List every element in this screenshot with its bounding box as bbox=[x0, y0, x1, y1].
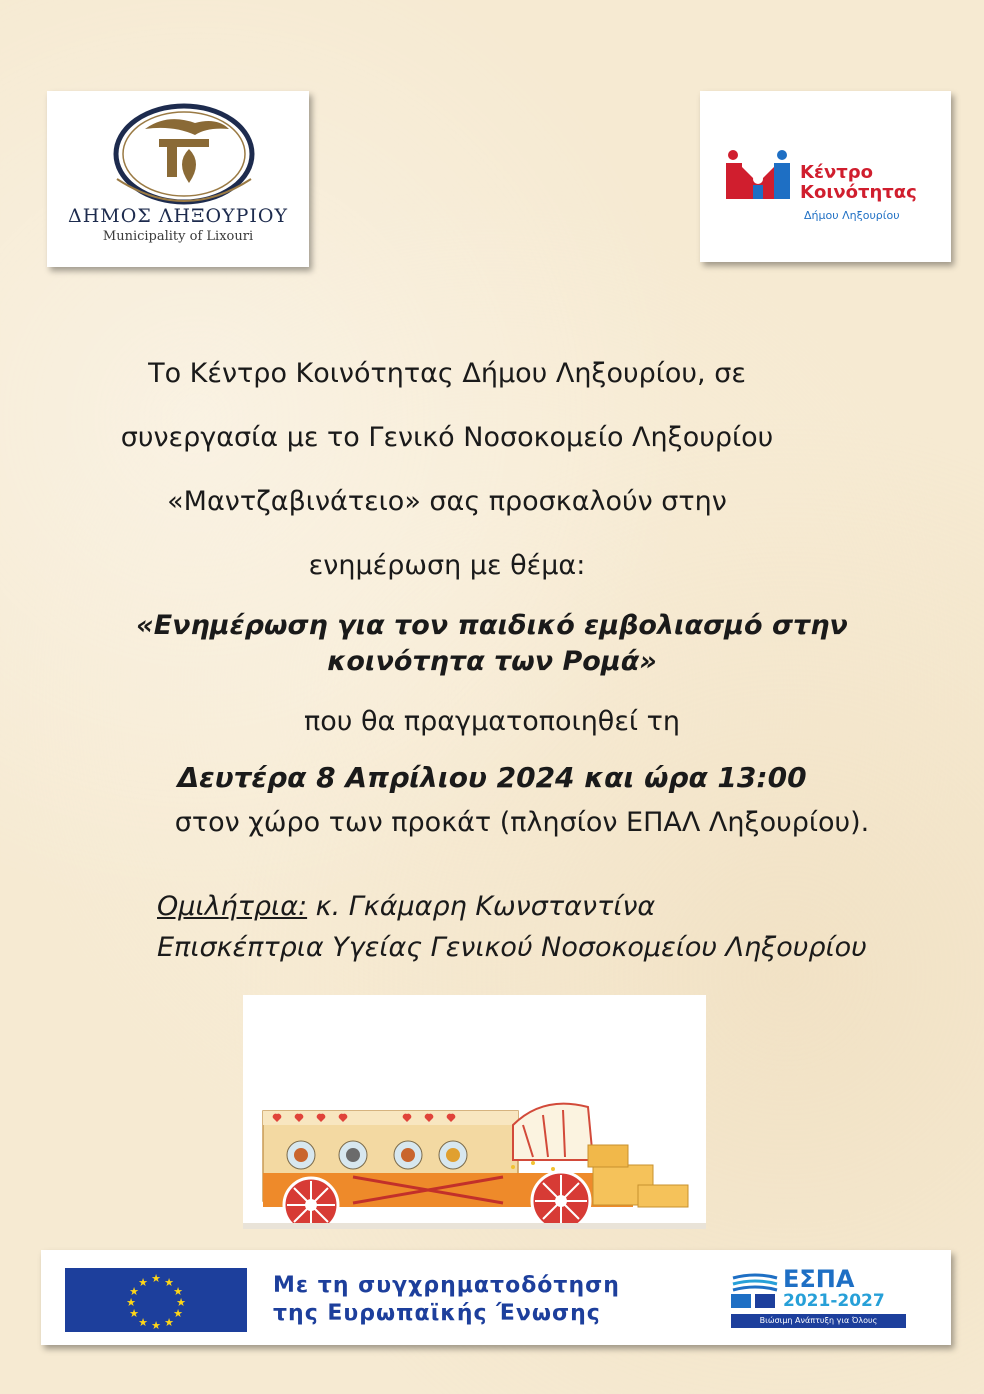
espa-waves-icon bbox=[731, 1272, 779, 1294]
community-center-title-1: Κέντρο bbox=[800, 162, 873, 183]
speaker-role: Επισκέπτρια Υγείας Γενικού Νοσοκομείου Ληξουρίου bbox=[157, 932, 867, 963]
svg-text:★: ★ bbox=[173, 1285, 183, 1298]
speaker-label: Ομιλήτρια: bbox=[157, 891, 308, 922]
svg-text:★: ★ bbox=[151, 1319, 161, 1332]
svg-text:★: ★ bbox=[126, 1296, 136, 1309]
eu-flag-icon bbox=[65, 1268, 247, 1332]
event-location: στον χώρο των προκάτ (πλησίον ΕΠΑΛ Ληξουρίου). bbox=[174, 807, 870, 838]
community-center-subtitle: Δήμου Ληξουρίου bbox=[804, 209, 900, 222]
svg-text:★: ★ bbox=[129, 1285, 139, 1298]
greek-flag-icon bbox=[731, 1294, 751, 1308]
svg-text:★: ★ bbox=[138, 1316, 148, 1329]
svg-text:★: ★ bbox=[138, 1276, 148, 1289]
topic-line-1: «Ενημέρωση για τον παιδικό εμβολιασμό στην bbox=[136, 610, 848, 641]
intro-line-1: Το Κέντρο Κοινότητας Δήμου Ληξουρίου, σε bbox=[148, 358, 746, 389]
espa-title: ΕΣΠΑ bbox=[783, 1265, 855, 1293]
event-date-time: Δευτέρα 8 Απρίλιου 2024 και ώρα 13:00 bbox=[177, 761, 807, 794]
speaker-line bbox=[157, 891, 655, 922]
municipality-logo bbox=[47, 91, 309, 267]
svg-text:★: ★ bbox=[151, 1272, 161, 1285]
svg-text:★: ★ bbox=[164, 1316, 174, 1329]
held-on-text: που θα πραγματοποιηθεί τη bbox=[303, 706, 681, 737]
espa-tagline: Βιώσιμη Ανάπτυξη για Όλους bbox=[731, 1314, 906, 1328]
intro-line-2: συνεργασία με το Γενικό Νοσοκομείο Ληξουρίου bbox=[120, 422, 774, 453]
community-center-logo bbox=[700, 91, 951, 262]
svg-text:★: ★ bbox=[176, 1296, 186, 1309]
municipality-subtitle: Municipality of Lixouri bbox=[102, 229, 254, 244]
svg-text:★: ★ bbox=[173, 1307, 183, 1320]
toy-train-image bbox=[243, 995, 706, 1229]
community-people-icon bbox=[724, 149, 794, 203]
cofunding-line-1: Με τη συγχρηματοδότηση bbox=[273, 1273, 620, 1298]
municipality-name: ΔΗΜΟΣ ΛΗΞΟΥΡΙΟΥ bbox=[68, 205, 288, 227]
funding-footer bbox=[41, 1250, 951, 1345]
eu-mini-flag-icon bbox=[755, 1294, 775, 1308]
cofunding-line-2: της Ευρωπαϊκής Ένωσης bbox=[273, 1301, 601, 1326]
community-center-title-2: Κοινότητας bbox=[800, 182, 917, 203]
cofunding-text bbox=[273, 1272, 703, 1328]
espa-logo bbox=[731, 1266, 931, 1332]
intro-line-3: «Μαντζαβινάτειο» σας προσκαλούν στην bbox=[167, 486, 727, 517]
svg-text:★: ★ bbox=[164, 1276, 174, 1289]
svg-text:★: ★ bbox=[129, 1307, 139, 1320]
speaker-name: κ. Γκάμαρη Κωνσταντίνα bbox=[307, 891, 656, 922]
intro-line-4: ενημέρωση με θέμα: bbox=[308, 550, 586, 581]
topic-line-2: κοινότητα των Ρομά» bbox=[327, 646, 657, 677]
espa-years: 2021-2027 bbox=[783, 1291, 885, 1311]
toy-train-illustration bbox=[243, 995, 706, 1229]
